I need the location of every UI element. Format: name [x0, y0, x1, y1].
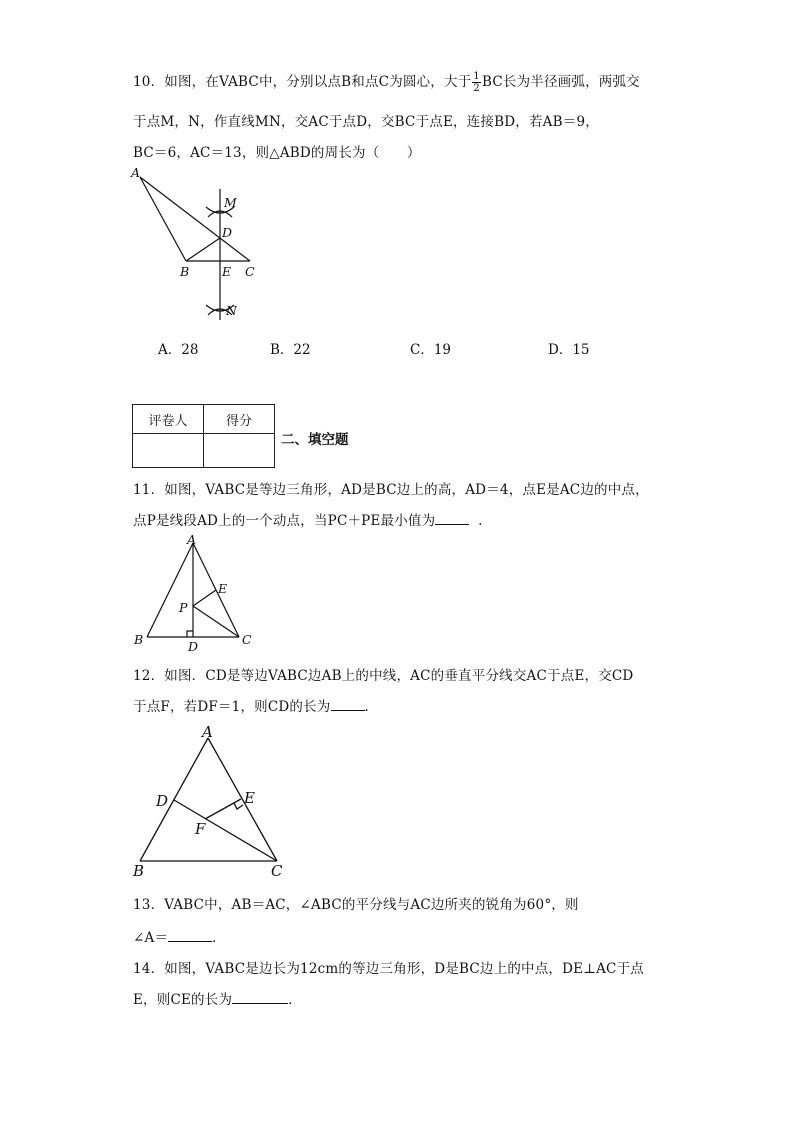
grader-col-score: 得分	[204, 405, 275, 434]
q10-fraction	[472, 71, 481, 94]
q10-frac-den: 2	[473, 83, 480, 94]
q12-label-c: C	[271, 862, 283, 880]
q12-text-2b: ．	[364, 699, 379, 715]
q10-label-a: A	[131, 165, 141, 180]
q12-seg-ac	[208, 738, 277, 861]
q12-figure	[128, 720, 288, 880]
q10-option-c[interactable]: C．19	[410, 342, 452, 358]
q14-line-2	[133, 988, 302, 1008]
q10-seg-ab	[140, 177, 186, 261]
q10-text-1b: BC长为半径画弧，两弧交	[481, 74, 640, 90]
q11-text-2b: ．	[478, 513, 492, 529]
q11-seg-pe	[193, 590, 216, 606]
q11-right-angle-mark	[187, 631, 193, 637]
q10-label-b: B	[180, 264, 190, 279]
q11-text-2a: 点P是线段AD上的一个动点，当PC＋PE最小值为	[133, 513, 436, 529]
q13-text-2a: ∠A＝	[133, 930, 169, 946]
q11-seg-pc	[193, 606, 239, 637]
q13-line-1: 13．VABC中，AB＝AC，∠ABC的平分线与AC边所夹的锐角为60°，则	[133, 897, 579, 913]
grader-table	[132, 404, 275, 468]
q10-line-3: BC＝6，AC＝13，则△ABD的周长为（ ）	[133, 145, 421, 161]
q11-label-a: A	[187, 533, 197, 547]
q14-text-2a: E，则CE的长为	[133, 992, 233, 1008]
q10-label-c: C	[245, 264, 255, 279]
q12-seg-cd	[174, 800, 277, 861]
q12-seg-fe	[205, 799, 241, 819]
q12-answer-blank[interactable]	[331, 698, 365, 711]
q10-label-e: E	[222, 264, 232, 279]
q12-label-e: E	[244, 789, 255, 807]
q10-seg-bd	[186, 238, 220, 261]
grader-col-reviewer: 评卷人	[133, 405, 204, 434]
q10-text-1a: 10．如图，在VABC中，分别以点B和点C为圆心，大于	[133, 74, 472, 90]
q12-label-a: A	[202, 723, 213, 741]
q11-label-c: C	[242, 632, 252, 647]
q11-label-e: E	[218, 581, 228, 596]
q10-line-2: 于点M，N，作直线MN，交AC于点D，交BC于点E，连接BD，若AB＝9，	[133, 114, 599, 130]
section-title: 二、填空题	[281, 432, 349, 448]
q12-text-2a: 于点F，若DF＝1，则CD的长为	[133, 699, 331, 715]
q13-line-2	[133, 926, 226, 946]
q11-label-b: B	[134, 632, 144, 647]
q10-label-m: M	[224, 195, 237, 210]
q10-option-b[interactable]: B．22	[270, 342, 311, 358]
q13-answer-blank[interactable]	[168, 929, 212, 942]
q10-option-d[interactable]: D．15	[548, 342, 590, 358]
q14-answer-blank[interactable]	[232, 991, 288, 1004]
q11-seg-ab	[147, 543, 193, 637]
q14-line-1: 14．如图，VABC是边长为12cm的等边三角形，D是BC边上的中点，DE⊥AC于点	[133, 961, 644, 977]
q12-seg-ab	[140, 738, 208, 861]
q10-option-a[interactable]: A．28	[158, 342, 199, 358]
q12-right-angle-mark	[234, 803, 243, 809]
grader-cell-score[interactable]	[204, 434, 275, 468]
q12-label-d: D	[156, 792, 169, 810]
q11-figure	[130, 533, 260, 653]
q11-label-d: D	[188, 639, 199, 653]
q12-label-f: F	[195, 820, 206, 838]
q12-line-2	[133, 695, 378, 715]
q11-line-2	[133, 509, 492, 529]
q12-label-b: B	[133, 862, 145, 880]
q10-line-1	[133, 70, 640, 94]
q14-text-2b: ．	[288, 992, 302, 1008]
q11-line-1: 11．如图，VABC是等边三角形，AD是BC边上的高，AD＝4，点E是AC边的中点，	[133, 482, 649, 498]
q11-answer-blank[interactable]	[435, 512, 469, 525]
q10-label-d: D	[222, 225, 233, 240]
q10-frac-num: 1	[473, 71, 480, 82]
q12-line-1: 12．如图．CD是等边VABC边AB上的中线，AC的垂直平分线交AC于点E，交CD	[133, 668, 634, 684]
q10-figure	[128, 165, 263, 325]
grader-cell-reviewer[interactable]	[133, 434, 204, 468]
q11-label-p: P	[179, 600, 188, 615]
q10-label-n: N	[226, 303, 237, 318]
q10-seg-ac	[140, 177, 250, 261]
q13-text-2b: ．	[212, 930, 226, 946]
